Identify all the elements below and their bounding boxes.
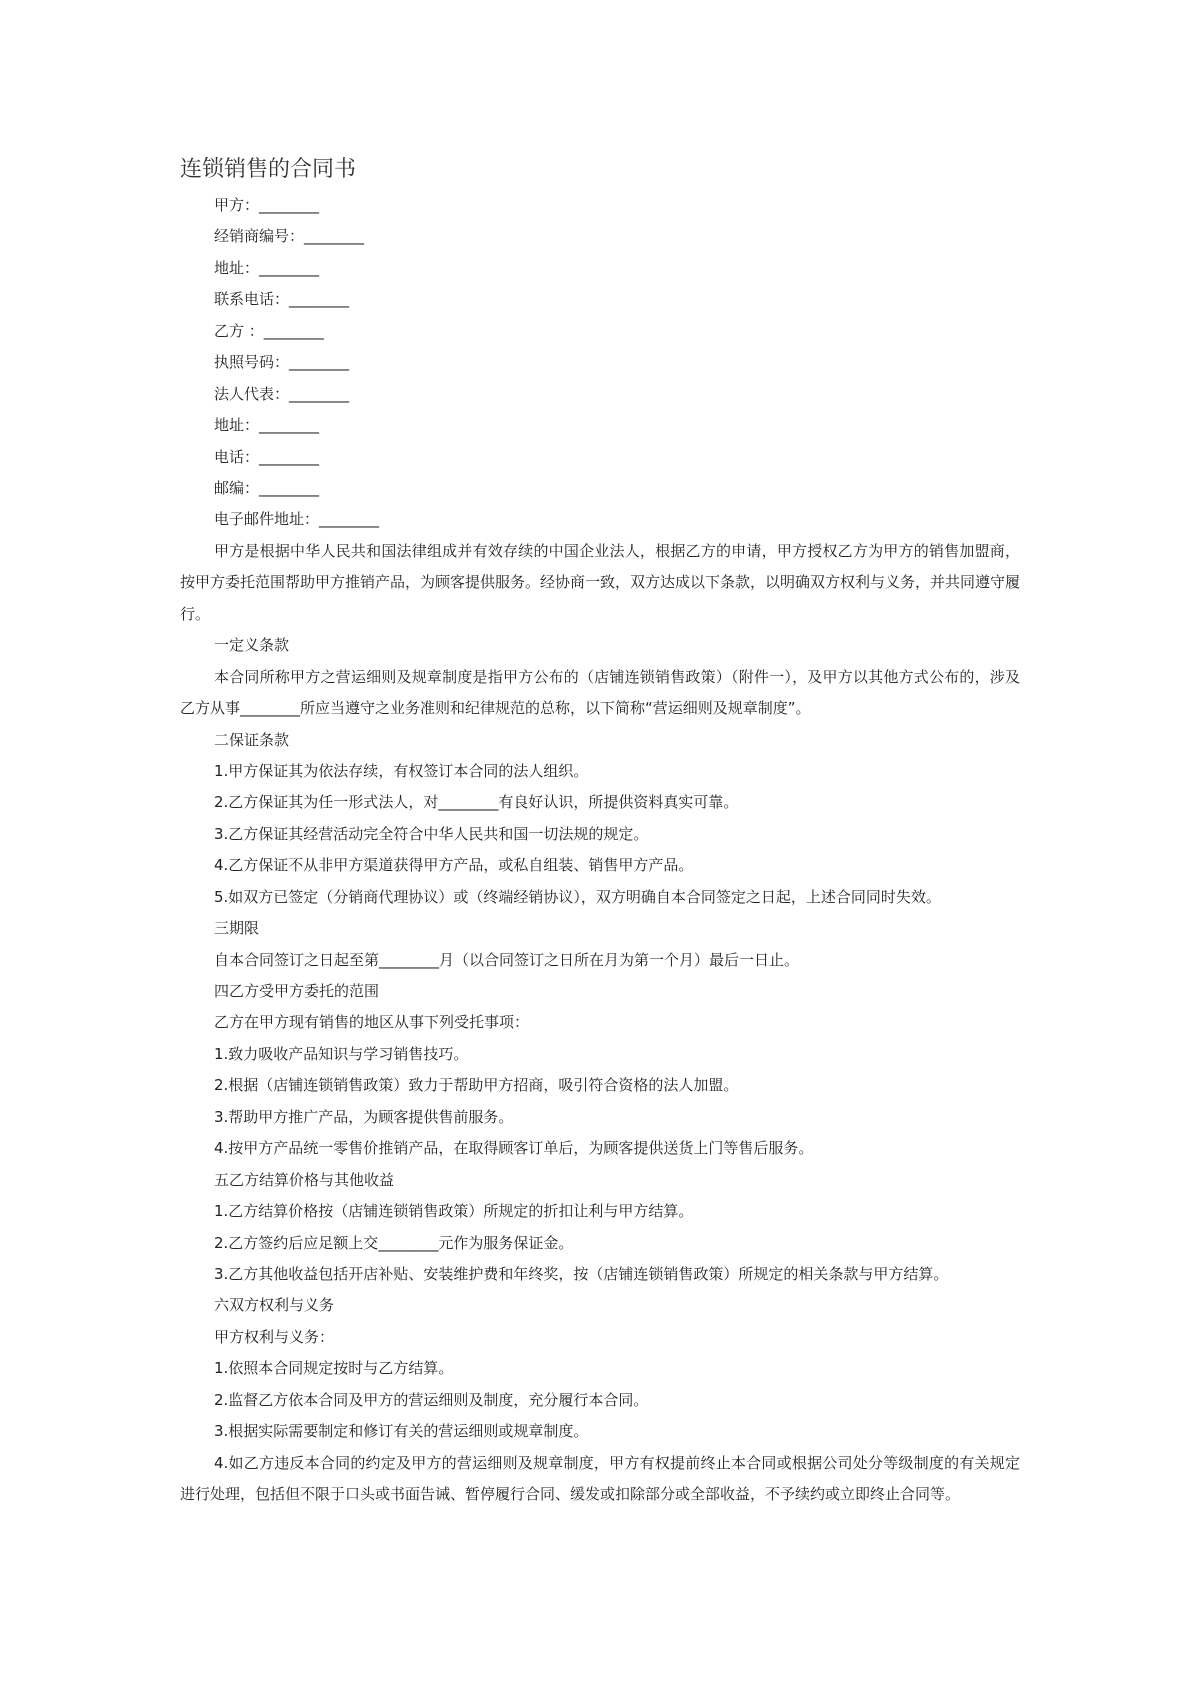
- definitions-paragraph: 本合同所称甲方之营运细则及规章制度是指甲方公布的（店铺连锁销售政策）（附件一），及甲方以其他方式公布的，涉及乙方从事________所应当遵守之业务准则和纪律规范的总称，以下简称“营运细则及规章制度”。: [180, 667, 1020, 718]
- field-postcode: 邮编：________: [214, 478, 320, 497]
- field-address-b: 地址：________: [214, 416, 320, 435]
- intro-paragraph: 甲方是根据中华人民共和国法律组成并有效存续的中国企业法人，根据乙方的申请，甲方授权乙方为甲方的销售加盟商，按甲方委托范围帮助甲方推销产品，为顾客提供服务。经协商一致，双方达成以下条款，以明确双方权利与义务，并共同遵守履行。: [180, 541, 1021, 623]
- guarantee-item: 1.甲方保证其为依法存续，有权签订本合同的法人组织。: [214, 761, 589, 780]
- settlement-item: 3.乙方其他收益包括开店补贴、安装维护费和年终奖，按（店铺连锁销售政策）所规定的相关条款与甲方结算。: [214, 1264, 949, 1283]
- field-party-b: 乙方 ：________: [214, 321, 324, 340]
- term-paragraph: 自本合同签订之日起至第________月（以合同签订之日所在月为第一个月）最后一日止。: [214, 950, 800, 969]
- section-heading-guarantees: 二保证条款: [214, 730, 290, 749]
- field-address-a: 地址：________: [214, 258, 320, 277]
- guarantee-item: 5.如双方已签定（分销商代理协议）或（终端经销协议），双方明确自本合同签定之日起，上述合同同时失效。: [214, 887, 941, 906]
- field-dealer-number: 经销商编号：________: [214, 227, 365, 246]
- scope-item: 3.帮助甲方推广产品，为顾客提供售前服务。: [214, 1107, 514, 1126]
- field-phone: 电话：________: [214, 447, 320, 466]
- field-contact-phone: 联系电话：________: [214, 290, 350, 309]
- document-title: 连锁销售的合同书: [180, 157, 357, 182]
- rights-subheading: 甲方权利与义务：: [214, 1327, 335, 1346]
- scope-intro: 乙方在甲方现有销售的地区从事下列受托事项：: [214, 1013, 530, 1032]
- guarantee-item: 2.乙方保证其为任一形式法人，对________有良好认识，所提供资料真实可靠。: [214, 793, 739, 812]
- section-heading-term: 三期限: [214, 919, 260, 938]
- field-email: 电子邮件地址：________: [214, 510, 380, 529]
- settlement-item: 1.乙方结算价格按（店铺连锁销售政策）所规定的折扣让利与甲方结算。: [214, 1202, 694, 1221]
- rights-item: 3.根据实际需要制定和修订有关的营运细则或规章制度。: [214, 1422, 589, 1441]
- rights-item: 2.监督乙方依本合同及甲方的营运细则及制度，充分履行本合同。: [214, 1390, 649, 1409]
- rights-item-4: 4.如乙方违反本合同的约定及甲方的营运细则及规章制度，甲方有权提前终止本合同或根据公司处分等级制度的有关规定进行处理，包括但不限于口头或书面告诫、暂停履行合同、缓发或扣除部分或全部收益，不予续约或立即终止合同等。: [180, 1453, 1020, 1504]
- field-party-a: 甲方：________: [214, 196, 320, 214]
- scope-item: 2.根据（店铺连锁销售政策）致力于帮助甲方招商，吸引符合资格的法人加盟。: [214, 1076, 739, 1095]
- guarantee-item: 3.乙方保证其经营活动完全符合中华人民共和国一切法规的规定。: [214, 824, 649, 843]
- scope-item: 4.按甲方产品统一零售价推销产品，在取得顾客订单后，为顾客提供送货上门等售后服务。: [214, 1139, 814, 1158]
- section-heading-rights: 六双方权利与义务: [214, 1296, 335, 1315]
- field-legal-representative: 法人代表：________: [214, 384, 350, 403]
- section-heading-settlement: 五乙方结算价格与其他收益: [214, 1170, 395, 1189]
- section-heading-scope: 四乙方受甲方委托的范围: [214, 982, 380, 1001]
- field-license-number: 执照号码：________: [214, 353, 350, 372]
- guarantee-item: 4.乙方保证不从非甲方渠道获得甲方产品，或私自组装、销售甲方产品。: [214, 856, 694, 875]
- document-body: [180, 190, 1020, 1510]
- settlement-item: 2.乙方签约后应足额上交________元作为服务保证金。: [214, 1233, 574, 1252]
- scope-item: 1.致力吸收产品知识与学习销售技巧。: [214, 1044, 469, 1063]
- section-heading-definitions: 一定义条款: [214, 636, 290, 655]
- rights-item: 1.依照本合同规定按时与乙方结算。: [214, 1359, 454, 1378]
